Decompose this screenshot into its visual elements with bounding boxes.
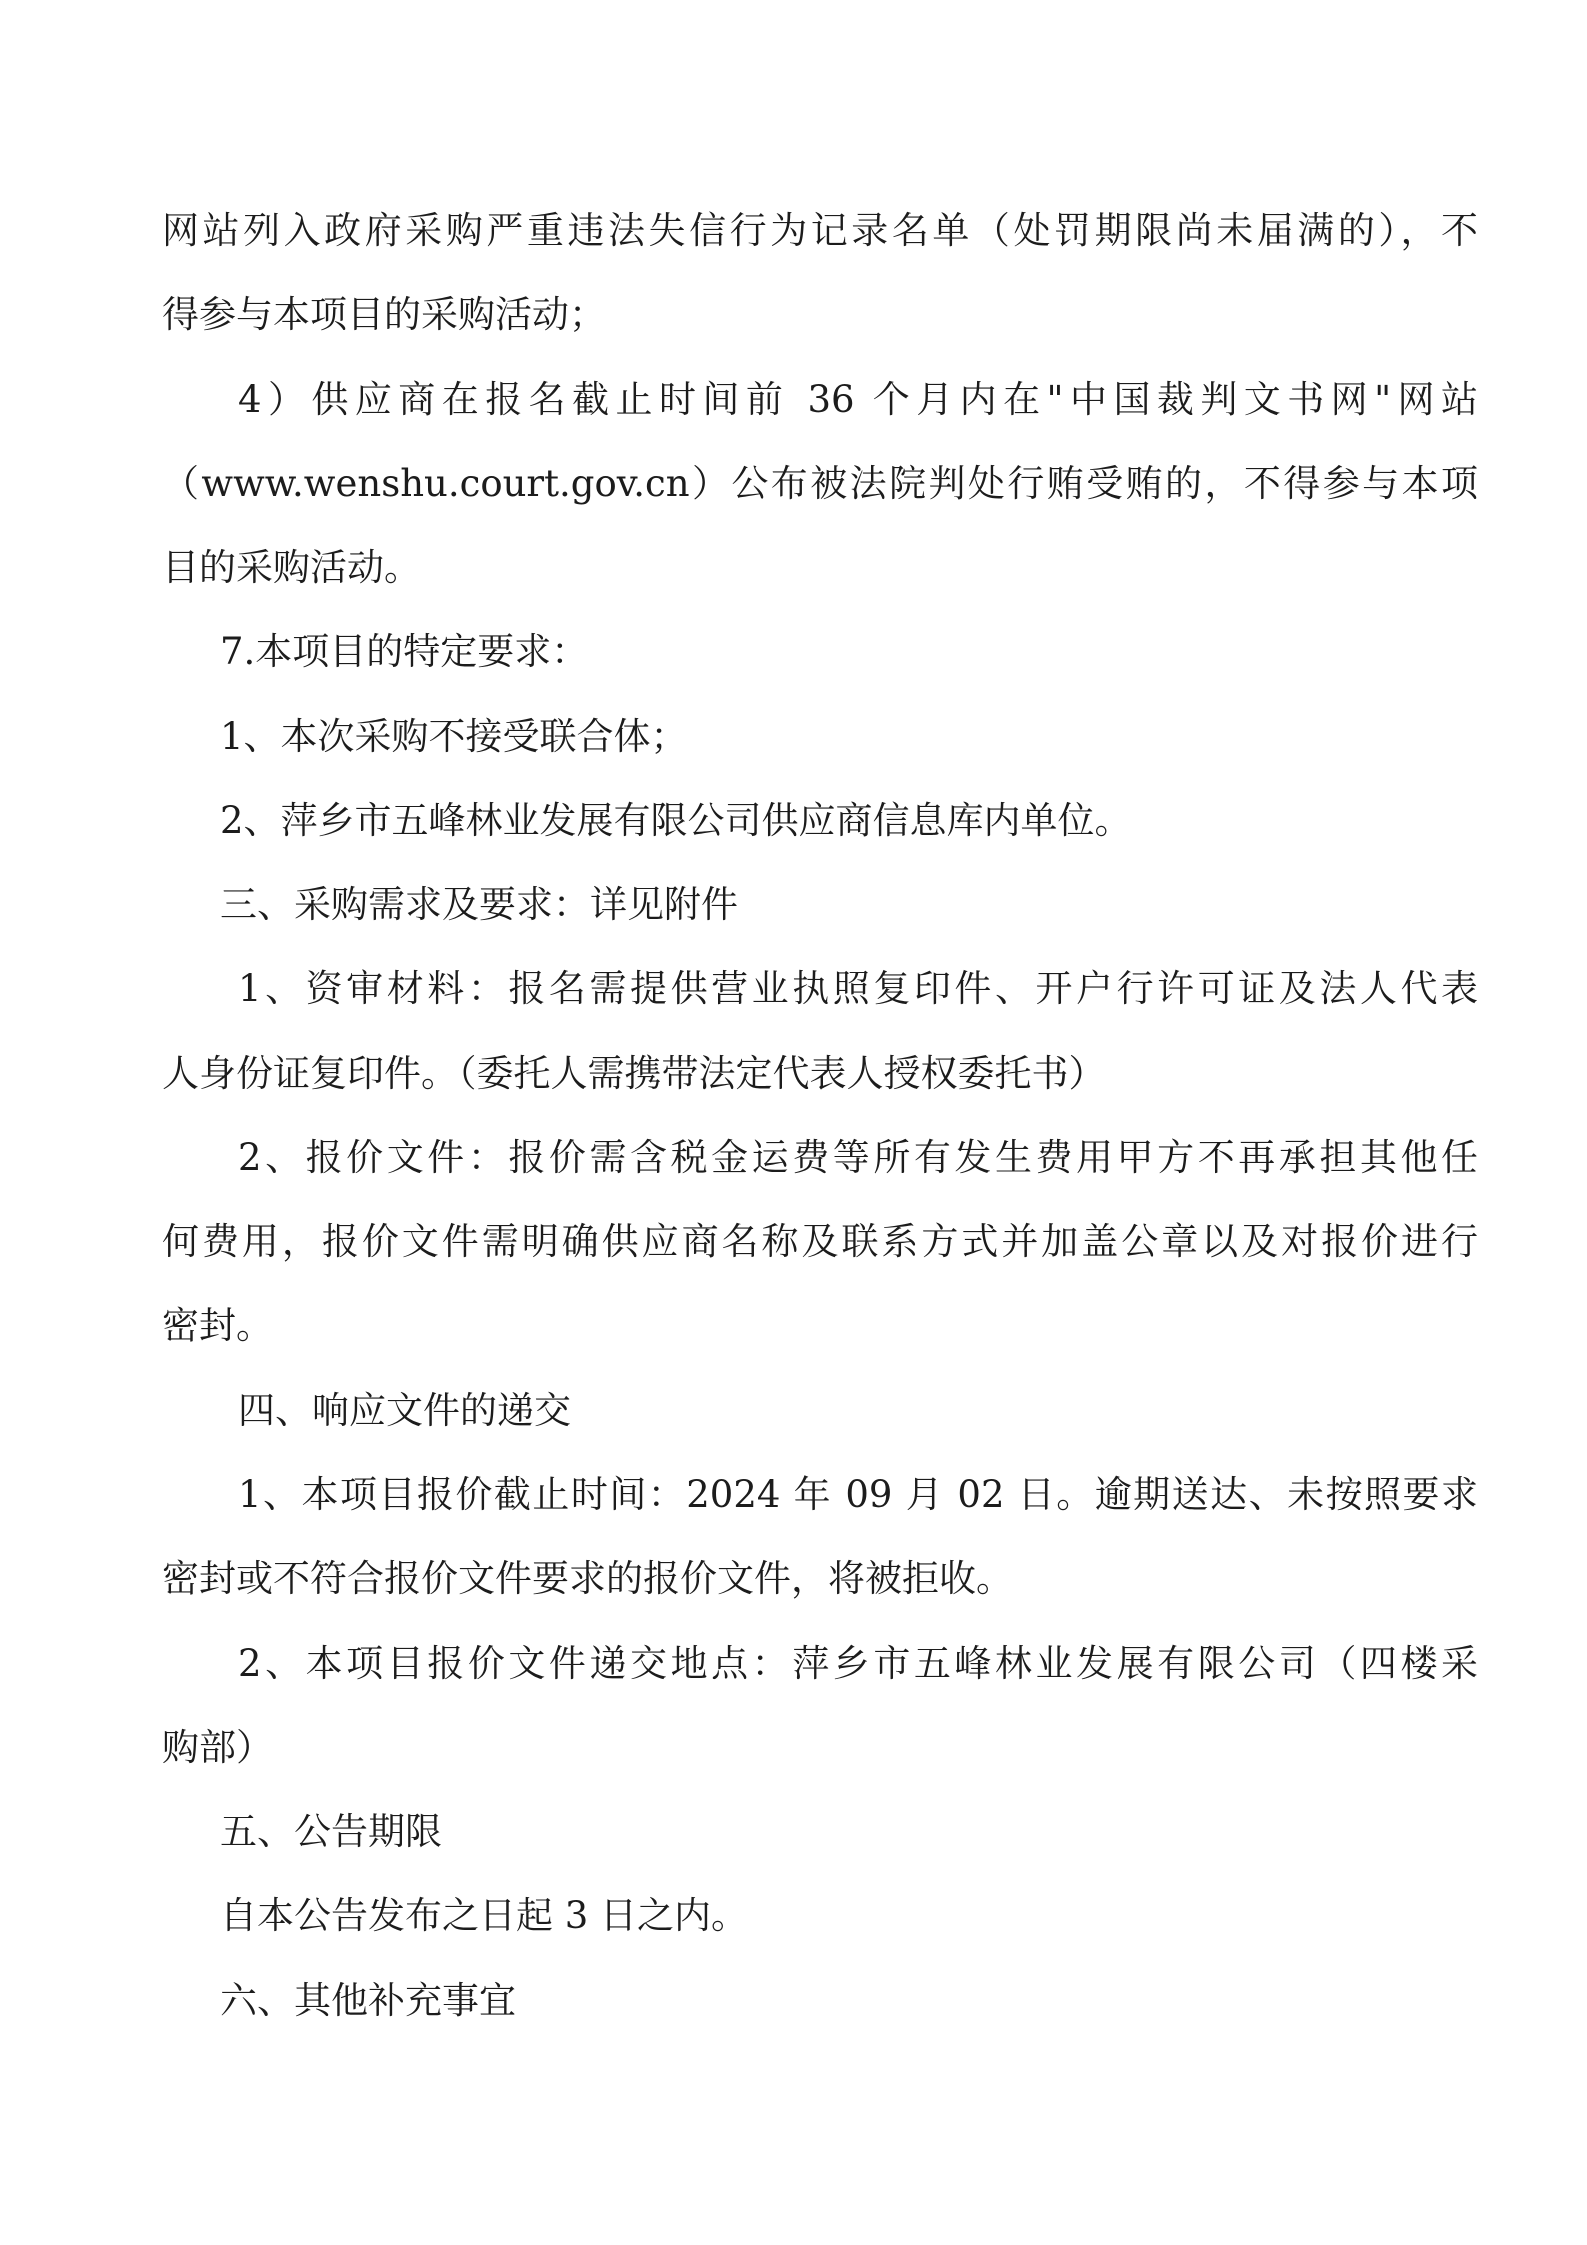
document-body bbox=[162, 189, 1478, 2043]
text-line: （www.wenshu.court.gov.cn）公布被法院判处行贿受贿的，不得参与本项 bbox=[162, 461, 1478, 505]
text-line: 人身份证复印件。（委托人需携带法定代表人授权委托书） bbox=[162, 1051, 1106, 1095]
list-item: 2、萍乡市五峰林业发展有限公司供应商信息库内单位。 bbox=[220, 798, 1132, 842]
text-line: 7.本项目的特定要求： bbox=[220, 630, 589, 674]
section-heading-4: 四、响应文件的递交 bbox=[238, 1388, 571, 1432]
text-line: 密封或不符合报价文件要求的报价文件，将被拒收。 bbox=[162, 1557, 1013, 1601]
text-line: 自本公告发布之日起 3 日之内。 bbox=[220, 1894, 749, 1938]
section-heading-6: 六、其他补充事宜 bbox=[220, 1978, 516, 2022]
text-line: 购部） bbox=[162, 1725, 273, 1769]
list-item: 2、本项目报价文件递交地点：萍乡市五峰林业发展有限公司（四楼采 bbox=[238, 1641, 1478, 1685]
text-line: 目的采购活动。 bbox=[162, 546, 421, 590]
section-heading-3: 三、采购需求及要求：详见附件 bbox=[220, 883, 738, 927]
text-line: 密封。 bbox=[162, 1304, 273, 1348]
text-line: 得参与本项目的采购活动； bbox=[162, 293, 606, 337]
list-item: 1、本次采购不接受联合体； bbox=[220, 714, 688, 758]
list-item: 2、报价文件：报价需含税金运费等所有发生费用甲方不再承担其他任 bbox=[238, 1135, 1478, 1179]
text-line: 网站列入政府采购严重违法失信行为记录名单（处罚期限尚未届满的），不 bbox=[162, 209, 1478, 252]
section-heading-5: 五、公告期限 bbox=[220, 1810, 442, 1854]
list-item: 1、本项目报价截止时间：2024 年 09 月 02 日。逾期送达、未按照要求 bbox=[238, 1472, 1478, 1516]
text-line: 何费用，报价文件需明确供应商名称及联系方式并加盖公章以及对报价进行 bbox=[162, 1220, 1478, 1264]
list-item: 1、资审材料：报名需提供营业执照复印件、开户行许可证及法人代表 bbox=[238, 967, 1478, 1011]
text-line: 4）供应商在报名截止时间前 36 个月内在"中国裁判文书网"网站 bbox=[238, 377, 1478, 421]
